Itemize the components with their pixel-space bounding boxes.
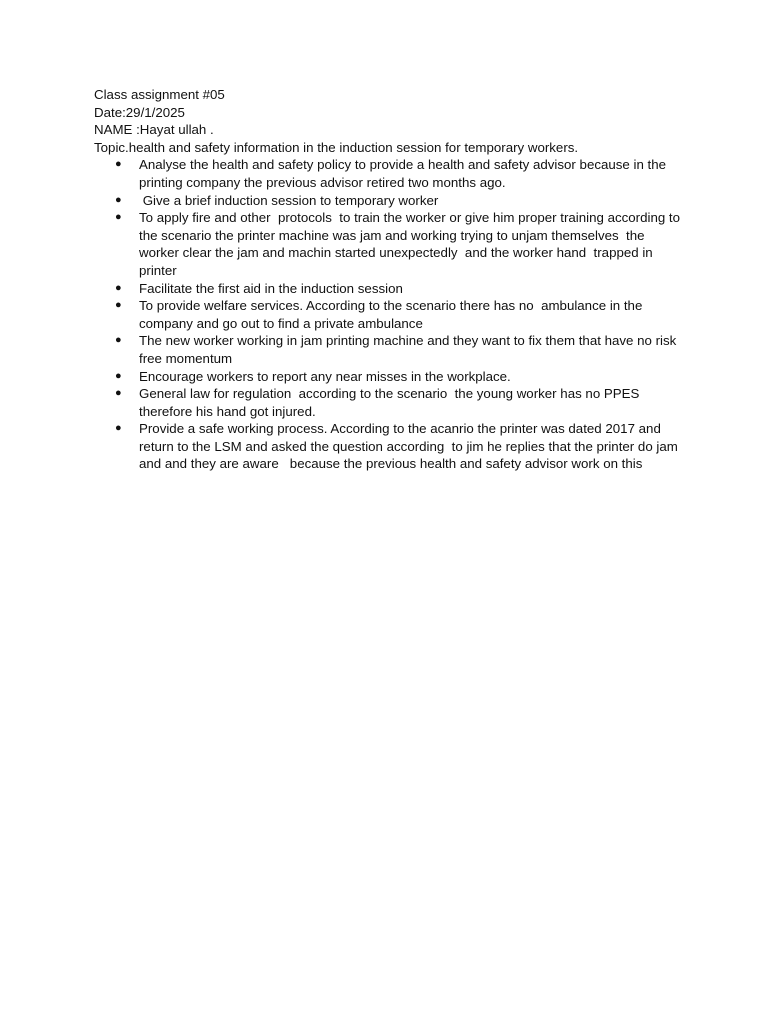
bullet-icon: ● — [115, 387, 122, 400]
bullet-icon: ● — [115, 193, 122, 206]
list-item-text: Analyse the health and safety policy to provide a health and safety advisor because in the printing company the previous advisor retired two months ago. — [139, 157, 670, 190]
list-item-text: To provide welfare services. According to the scenario there has no ambulance in the company and go out to find a private ambulance — [139, 298, 647, 331]
list-item — [115, 332, 684, 367]
list-item-text: The new worker working in jam printing machine and they want to fix them that have no risk free momentum — [139, 333, 681, 366]
list-item — [115, 156, 684, 191]
document-body — [94, 86, 684, 473]
name-line: NAME :Hayat ullah . — [94, 122, 214, 138]
list-item-text: Encourage workers to report any near misses in the workplace. — [139, 368, 511, 384]
list-item — [115, 209, 684, 279]
bullet-icon: ● — [115, 334, 122, 347]
topic-line: Topic.health and safety information in the induction session for temporary workers. — [94, 139, 579, 155]
list-item-text: To apply fire and other protocols to train the worker or give him proper training according to the scenario the printer machine was jam and working trying to unjam themselves the worker clear the jam and machin started unexpectedly and the worker hand trapped in printer — [139, 210, 684, 278]
list-item — [115, 192, 684, 210]
list-item — [115, 420, 684, 473]
list-item — [115, 385, 684, 420]
bullet-list — [94, 156, 684, 473]
bullet-icon: ● — [115, 299, 122, 312]
date-line: Date:29/1/2025 — [94, 104, 185, 120]
list-item — [115, 280, 684, 298]
list-item-text: Facilitate the first aid in the induction session — [139, 280, 403, 296]
bullet-icon: ● — [115, 158, 122, 171]
list-item-text: Give a brief induction session to temporary worker — [139, 192, 439, 208]
bullet-icon: ● — [115, 422, 122, 435]
list-item — [115, 368, 684, 386]
assignment-title: Class assignment #05 — [94, 87, 225, 102]
list-item-text: General law for regulation according to the scenario the young worker has no PPES therefore his hand got injured. — [139, 386, 644, 419]
list-item — [115, 297, 684, 332]
bullet-icon: ● — [115, 281, 122, 294]
list-item-text: Provide a safe working process. According to the acanrio the printer was dated 2017 and return to the LSM and asked the question according to jim he replies that the printer do jam and and they are aware because the previous health and safety advisor work on this — [139, 421, 682, 472]
bullet-icon: ● — [115, 211, 122, 224]
bullet-icon: ● — [115, 369, 122, 382]
